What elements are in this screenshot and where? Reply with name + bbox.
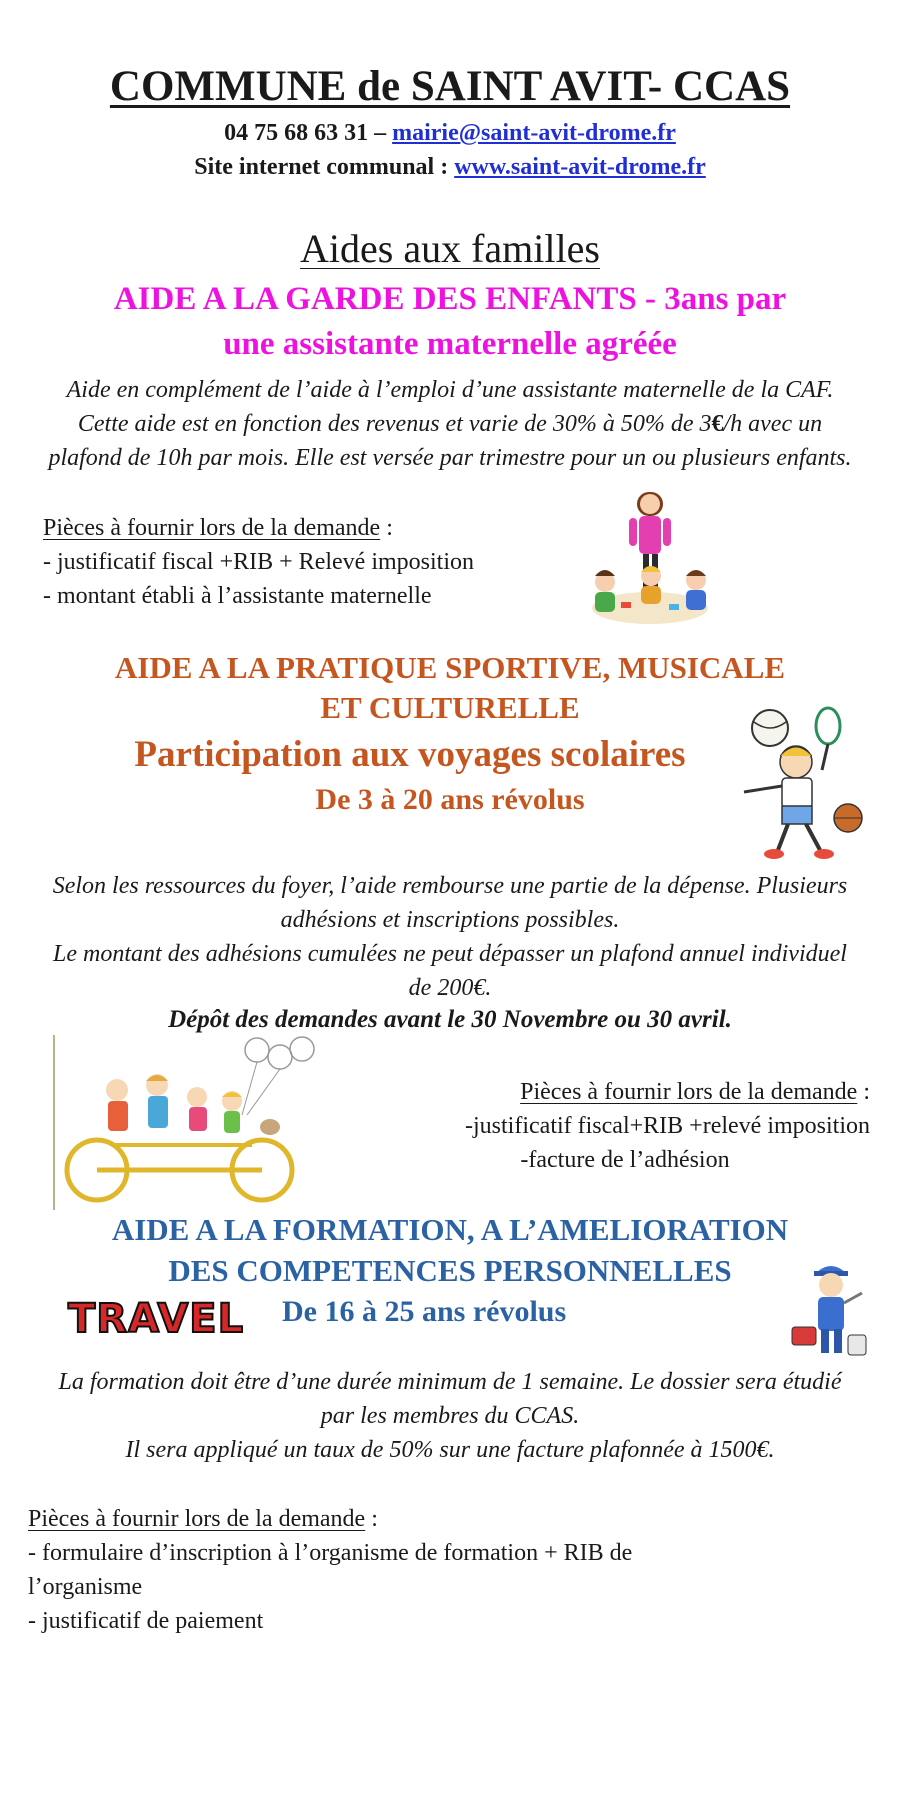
section3-piece-item: l’organisme [28, 1574, 143, 1600]
section2-piece-item: -justificatif fiscal+RIB +relevé imposition [465, 1113, 870, 1139]
section3-title-line3: De 16 à 25 ans révolus [282, 1295, 567, 1328]
section1-title-line2: une assistante maternelle agréée [223, 326, 677, 362]
section2-description-line3: Le montant des adhésions cumulées ne peut dépasser un plafond annuel individuel [53, 941, 847, 967]
pieces-label: Pièces à fournir lors de la demande [43, 515, 381, 541]
section3-piece-item: - justificatif de paiement [28, 1608, 264, 1634]
section2-description-line2: adhésions et inscriptions possibles. [280, 907, 620, 933]
section1-pieces-heading [43, 511, 393, 545]
section1-piece-item: - justificatif fiscal +RIB + Relevé imposition [43, 549, 474, 575]
email-link[interactable]: mairie@saint-avit-drome.fr [392, 120, 676, 146]
travel-logo: TRAVEL [68, 1296, 245, 1342]
section3-piece-item: - formulaire d’inscription à l’organisme de formation + RIB de [28, 1540, 633, 1566]
section2-title-line4: De 3 à 20 ans révolus [315, 783, 585, 816]
website-link[interactable]: www.saint-avit-drome.fr [454, 154, 706, 180]
section3-description-line2: par les membres du CCAS. [320, 1403, 580, 1429]
page-title: COMMUNE de SAINT AVIT- CCAS [109, 63, 791, 110]
section3-title-line1: AIDE A LA FORMATION, A L’AMELIORATION [111, 1212, 789, 1247]
section3-pieces-heading [28, 1502, 378, 1536]
pieces-colon: : [380, 515, 393, 541]
family-tandem-bike-illustration [52, 1035, 342, 1210]
pieces-colon: : [365, 1506, 378, 1532]
section1-description-line1: Aide en complément de l’aide à l’emploi d’une assistante maternelle de la CAF. [66, 377, 834, 403]
section1-description-text: Cette aide est en fonction des revenus et varie de 30% à 50% de 3 [77, 411, 712, 437]
section-heading: Aides aux familles [300, 226, 600, 271]
section1-title-line1: AIDE A LA GARDE DES ENFANTS - 3ans par [113, 281, 787, 317]
section2-title-line2: ET CULTURELLE [320, 690, 580, 725]
section2-title-line1: AIDE A LA PRATIQUE SPORTIVE, MUSICALE [114, 650, 786, 685]
section1-description-line2 [0, 408, 900, 441]
phone-number: 04 75 68 63 31 – [224, 120, 387, 146]
nanny-with-children-illustration [585, 478, 720, 633]
pieces-label: Pièces à fournir lors de la demande [28, 1506, 366, 1532]
section2-piece-item: -facture de l’adhésion [520, 1147, 730, 1173]
pieces-label: Pièces à fournir lors de la demande [520, 1079, 858, 1105]
section2-pieces-heading [360, 1075, 870, 1109]
section2-description-line4: de 200€. [408, 975, 492, 1001]
website-label: Site internet communal : [194, 154, 449, 180]
euro-sign: € [711, 411, 724, 437]
section1-description-text-end: /h avec un [723, 411, 823, 437]
sporty-kid-illustration [730, 700, 870, 865]
website-line [0, 154, 900, 181]
section2-deadline: Dépôt des demandes avant le 30 Novembre ou 30 avril. [168, 1006, 732, 1033]
section3-description-line1: La formation doit être d’une durée minimum de 1 semaine. Le dossier sera étudié [58, 1369, 842, 1395]
section3-title-line2: DES COMPETENCES PERSONNELLES [168, 1253, 732, 1288]
section2-title-line3: Participation aux voyages scolaires [134, 734, 686, 775]
section1-description-line3: plafond de 10h par mois. Elle est versée par trimestre pour un ou plusieurs enfants. [48, 445, 852, 471]
contact-line [0, 120, 900, 147]
pieces-colon: : [857, 1079, 870, 1105]
section3-description-line3: Il sera appliqué un taux de 50% sur une facture plafonnée à 1500€. [125, 1437, 775, 1463]
section2-description-line1: Selon les ressources du foyer, l’aide rembourse une partie de la dépense. Plusieurs [52, 873, 848, 899]
section1-piece-item: - montant établi à l’assistante maternelle [43, 583, 432, 609]
worker-with-toolbox-illustration [786, 1255, 876, 1365]
